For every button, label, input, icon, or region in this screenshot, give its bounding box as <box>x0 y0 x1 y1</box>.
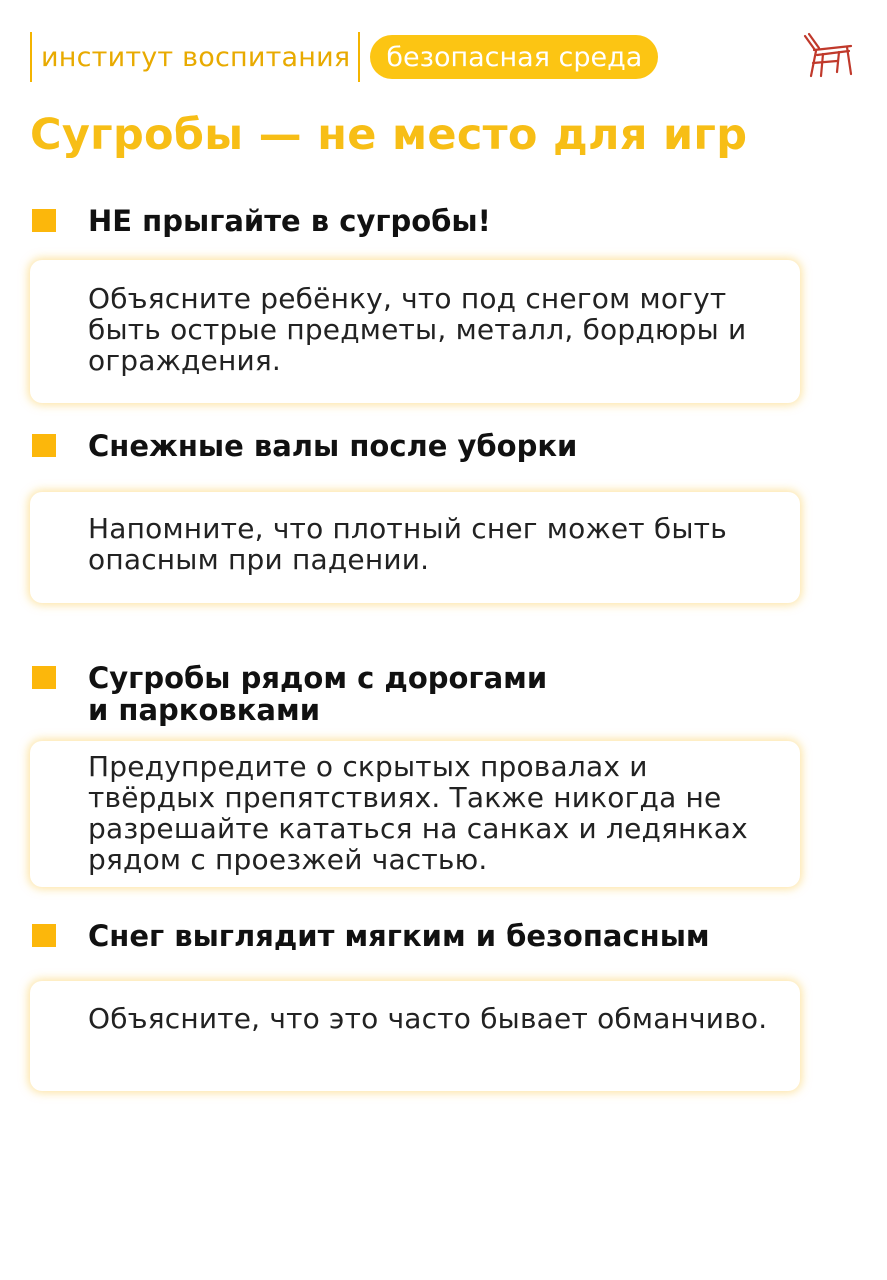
bullet-square-icon <box>32 924 56 947</box>
tip-heading <box>30 205 802 237</box>
tip-heading <box>30 430 802 462</box>
bullet-square-icon <box>32 666 56 689</box>
tip-card-text: Предупредите о скрытых провалах и твёрдых препятствиях. Также никогда не разрешайте кататься на санках и ледянках рядом с проезжей частью. <box>88 750 748 876</box>
divider <box>358 32 360 82</box>
tip-heading-text: Сугробы рядом с дорогами и парковками <box>88 661 548 727</box>
tip-card-text: Объясните ребёнку, что под снегом могут быть острые предметы, металл, бордюры и ограждения. <box>88 282 747 377</box>
tip-section <box>30 919 802 1035</box>
page-title: Сугробы — не место для игр <box>30 110 748 160</box>
tip-heading <box>30 662 802 726</box>
tip-card-text: Напомните, что плотный снег может быть опасным при падении. <box>88 512 727 576</box>
chair-logo-icon <box>801 30 857 80</box>
tip-card <box>30 492 800 603</box>
bullet-square-icon <box>32 434 56 457</box>
bullet-square-icon <box>32 209 56 232</box>
org-name: институт воспитания <box>41 41 351 73</box>
tip-section <box>30 204 802 377</box>
tip-heading-text: НЕ прыгайте в сугробы! <box>88 204 491 238</box>
tip-card-text: Объясните, что это часто бывает обманчиво. <box>88 1002 768 1035</box>
tip-card <box>30 741 800 887</box>
tip-section <box>30 661 802 876</box>
tip-heading-text: Снег выглядит мягким и безопасным <box>88 919 710 953</box>
tip-heading <box>30 920 802 952</box>
category-badge: безопасная среда <box>370 35 658 79</box>
tip-section <box>30 429 802 576</box>
tip-heading-text: Снежные валы после уборки <box>88 429 578 463</box>
header-bar <box>30 32 658 82</box>
tip-card <box>30 260 800 403</box>
tip-card <box>30 981 800 1091</box>
